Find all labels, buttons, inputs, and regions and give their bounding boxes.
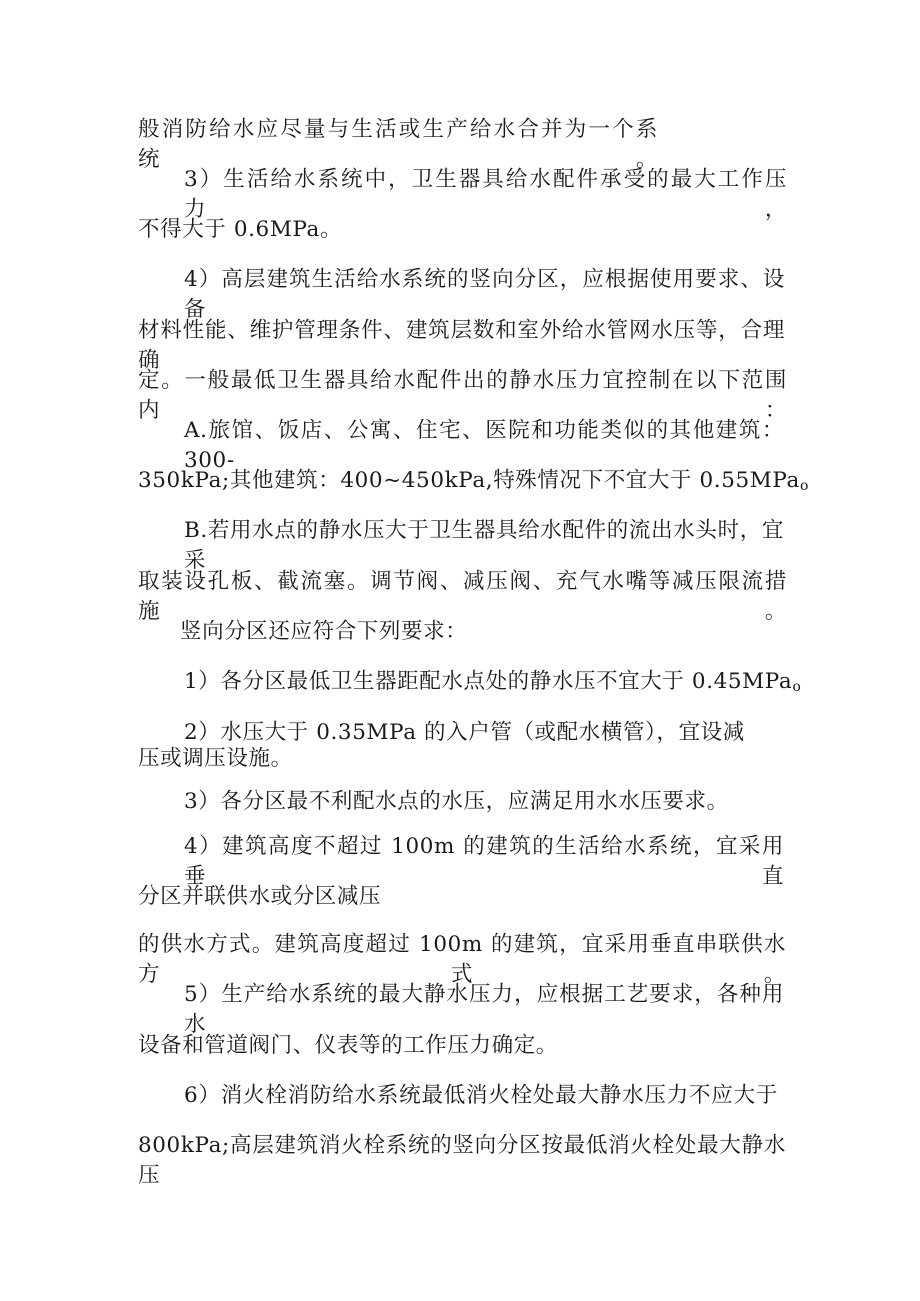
paragraph-line: 4）高层建筑生活给水系统的竖向分区，应根据使用要求、设备 bbox=[184, 267, 785, 322]
paragraph-line: 定。一般最低卫生器具给水配件出的静水压力宜控制在以下范围内： bbox=[138, 368, 787, 423]
paragraph-line: 分区并联供水或分区减压 bbox=[138, 884, 382, 909]
subscript-mark: o bbox=[792, 679, 802, 695]
paragraph-line: 材料性能、维护管理条件、建筑层数和室外给水管网水压等，合理确 bbox=[138, 318, 785, 373]
paragraph-line: 800kPa;高层建筑消火栓系统的竖向分区按最低消火栓处最大静水压 bbox=[138, 1133, 786, 1188]
paragraph-line: 般消防给水应尽量与生活或生产给水合并为一个系统。 bbox=[138, 117, 658, 172]
paragraph-line: 3）各分区最不利配水点的水压，应满足用水水压要求。 bbox=[184, 789, 729, 814]
paragraph-line: 竖向分区还应符合下列要求： bbox=[180, 619, 468, 644]
paragraph-line: 2）水压大于 0.35MPa 的入户管（或配水横管），宜设减 bbox=[184, 720, 745, 745]
paragraph-line: B.若用水点的静水压大于卫生器具给水配件的流出水头时，宜采 bbox=[184, 518, 784, 573]
line-text: 350kPa;其他建筑：400~450kPa,特殊情况下不宜大于 0.55MPa bbox=[138, 468, 800, 493]
subscript-mark: o bbox=[799, 478, 809, 494]
paragraph-line: 5）生产给水系统的最大静水压力，应根据工艺要求，各种用水 bbox=[184, 982, 784, 1037]
paragraph-line bbox=[138, 466, 809, 501]
paragraph-line: 取装设孔板、截流塞。调节阀、减压阀、充气水嘴等减压限流措施。 bbox=[138, 569, 787, 624]
paragraph-line: 6）消火栓消防给水系统最低消火栓处最大静水压力不应大于 bbox=[184, 1083, 778, 1108]
paragraph-line: 压或调压设施。 bbox=[138, 746, 293, 771]
paragraph-line: 设备和管道阀门、仪表等的工作压力确定。 bbox=[138, 1033, 558, 1058]
paragraph-line: 的供水方式。建筑高度超过 100m 的建筑，宜采用垂直串联供水方式。 bbox=[138, 932, 786, 987]
line-text: 1）各分区最低卫生器距配水点处的静水压不宜大于 0.45MPa bbox=[184, 669, 793, 694]
paragraph-line bbox=[184, 667, 801, 702]
paragraph-line: 不得大于 0.6MPa。 bbox=[138, 217, 343, 242]
paragraph-line: A.旅馆、饭店、公寓、住宅、医院和功能类似的其他建筑：300- bbox=[184, 418, 784, 473]
paragraph-line: 3）生活给水系统中，卫生器具给水配件承受的最大工作压力， bbox=[184, 167, 787, 222]
paragraph-line: 4）建筑高度不超过 100m 的建筑的生活给水系统，宜采用垂直 bbox=[184, 834, 784, 889]
